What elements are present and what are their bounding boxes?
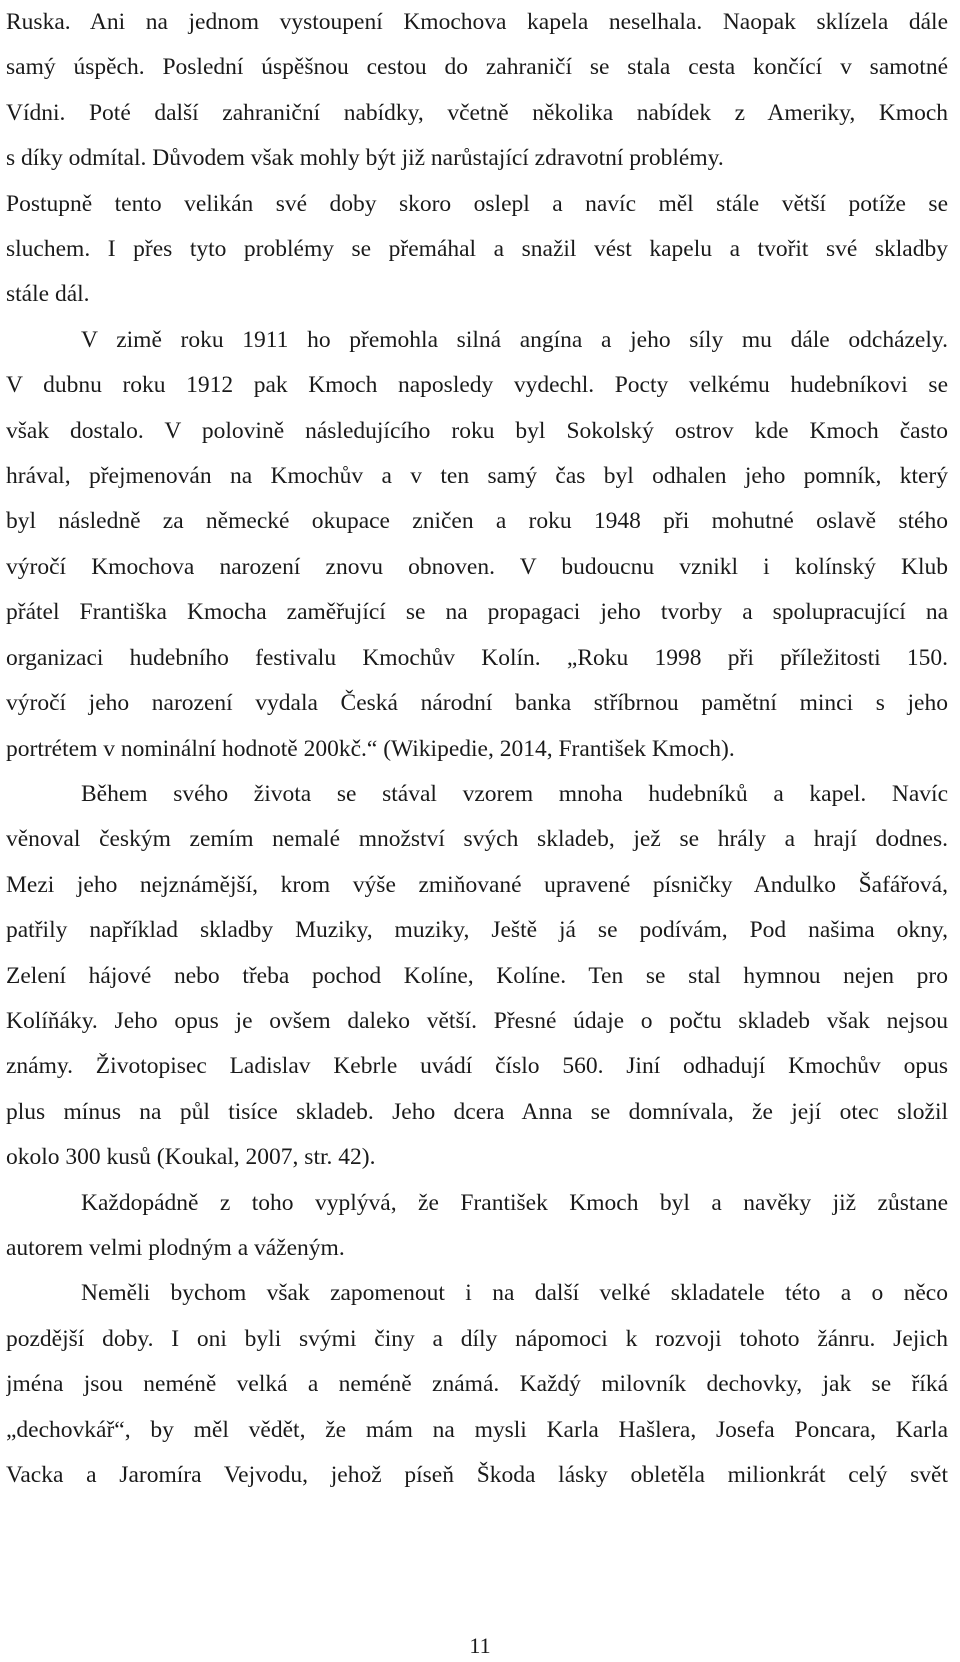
- text-line: přátel Františka Kmocha zaměřující se na propagaci jeho tvorby a spolupracující na: [6, 599, 948, 626]
- text-line: okolo 300 kusů (Koukal, 2007, str. 42).: [6, 1144, 376, 1171]
- text-line: pozdější doby. I oni byli svými činy a díly nápomoci k rozvoji tohoto žánru. Jejich: [6, 1325, 948, 1352]
- text-line: Zelení hájové nebo třeba pochod Kolíne, Kolíne. Ten se stal hymnou nejen pro: [6, 962, 948, 989]
- text-line: věnoval českým zemím nemalé množství svých skladeb, jež se hrály a hrají dodnes.: [6, 826, 948, 853]
- text-line: Neměli bychom však zapomenout i na další velké skladatele této a o něco: [81, 1280, 948, 1307]
- text-line: „dechovkář“, by měl vědět, že mám na mysli Karla Hašlera, Josefa Poncara, Karla: [6, 1416, 948, 1443]
- text-line: Ruska. Ani na jednom vystoupení Kmochova kapela neselhala. Naopak sklízela dále: [6, 9, 948, 35]
- text-line: hrával, přejmenován na Kmochův a v ten samý čas byl odhalen jeho pomník, který: [6, 463, 948, 490]
- text-line: V zimě roku 1911 ho přemohla silná angína a jeho síly mu dále odcházely.: [81, 326, 948, 353]
- text-line: výročí jeho narození vydala Česká národní banka stříbrnou pamětní minci s jeho: [6, 690, 948, 717]
- document-page: [6, 0, 948, 1498]
- text-line: Kolíňáky. Jeho opus je ovšem daleko větší. Přesné údaje o počtu skladeb však nejsou: [6, 1007, 948, 1034]
- text-line: Vídni. Poté další zahraniční nabídky, včetně několika nabídek z Ameriky, Kmoch: [6, 99, 948, 126]
- text-line: sluchem. I přes tyto problémy se přemáhal a snažil vést kapelu a tvořit své skladby: [6, 236, 948, 263]
- text-line: známy. Životopisec Ladislav Kebrle uvádí číslo 560. Jiní odhadují Kmochův opus: [6, 1053, 948, 1080]
- text-line: Vacka a Jaromíra Vejvodu, jehož píseň Škoda lásky obletěla milionkrát celý svět: [6, 1462, 948, 1488]
- text-line: stále dál.: [6, 281, 90, 308]
- text-line: Postupně tento velikán své doby skoro oslepl a navíc měl stále větší potíže se: [6, 190, 948, 217]
- page-number: 11: [469, 1633, 491, 1658]
- text-line: autorem velmi plodným a váženým.: [6, 1234, 345, 1261]
- text-line: portrétem v nominální hodnotě 200kč.“ (Wikipedie, 2014, František Kmoch).: [6, 735, 735, 762]
- text-line: však dostalo. V polovině následujícího roku byl Sokolský ostrov kde Kmoch často: [6, 417, 948, 444]
- text-line: samý úspěch. Poslední úspěšnou cestou do zahraničí se stala cesta končící v samotné: [6, 54, 948, 81]
- text-line: organizaci hudebního festivalu Kmochův Kolín. „Roku 1998 při příležitosti 150.: [6, 644, 948, 671]
- text-line: V dubnu roku 1912 pak Kmoch naposledy vydechl. Pocty velkému hudebníkovi se: [6, 372, 948, 399]
- text-line: plus mínus na půl tisíce skladeb. Jeho dcera Anna se domnívala, že její otec složil: [6, 1098, 948, 1125]
- text-line: byl následně za německé okupace zničen a roku 1948 při mohutné oslavě stého: [6, 508, 948, 535]
- text-line: patřily například skladby Muziky, muziky, Ještě já se podívám, Pod našima okny,: [6, 917, 948, 944]
- text-line: výročí Kmochova narození znovu obnoven. V budoucnu vznikl i kolínský Klub: [6, 553, 948, 580]
- text-line: Mezi jeho nejznámější, krom výše zmiňované upravené písničky Andulko Šafářová,: [6, 871, 948, 898]
- text-line: Každopádně z toho vyplývá, že František Kmoch byl a navěky již zůstane: [81, 1189, 948, 1216]
- text-line: s díky odmítal. Důvodem však mohly být již narůstající zdravotní problémy.: [6, 145, 724, 172]
- text-line: jména jsou neméně velká a neméně známá. Každý milovník dechovky, jak se říká: [6, 1371, 948, 1398]
- text-line: Během svého života se stával vzorem mnoha hudebníků a kapel. Navíc: [81, 780, 948, 807]
